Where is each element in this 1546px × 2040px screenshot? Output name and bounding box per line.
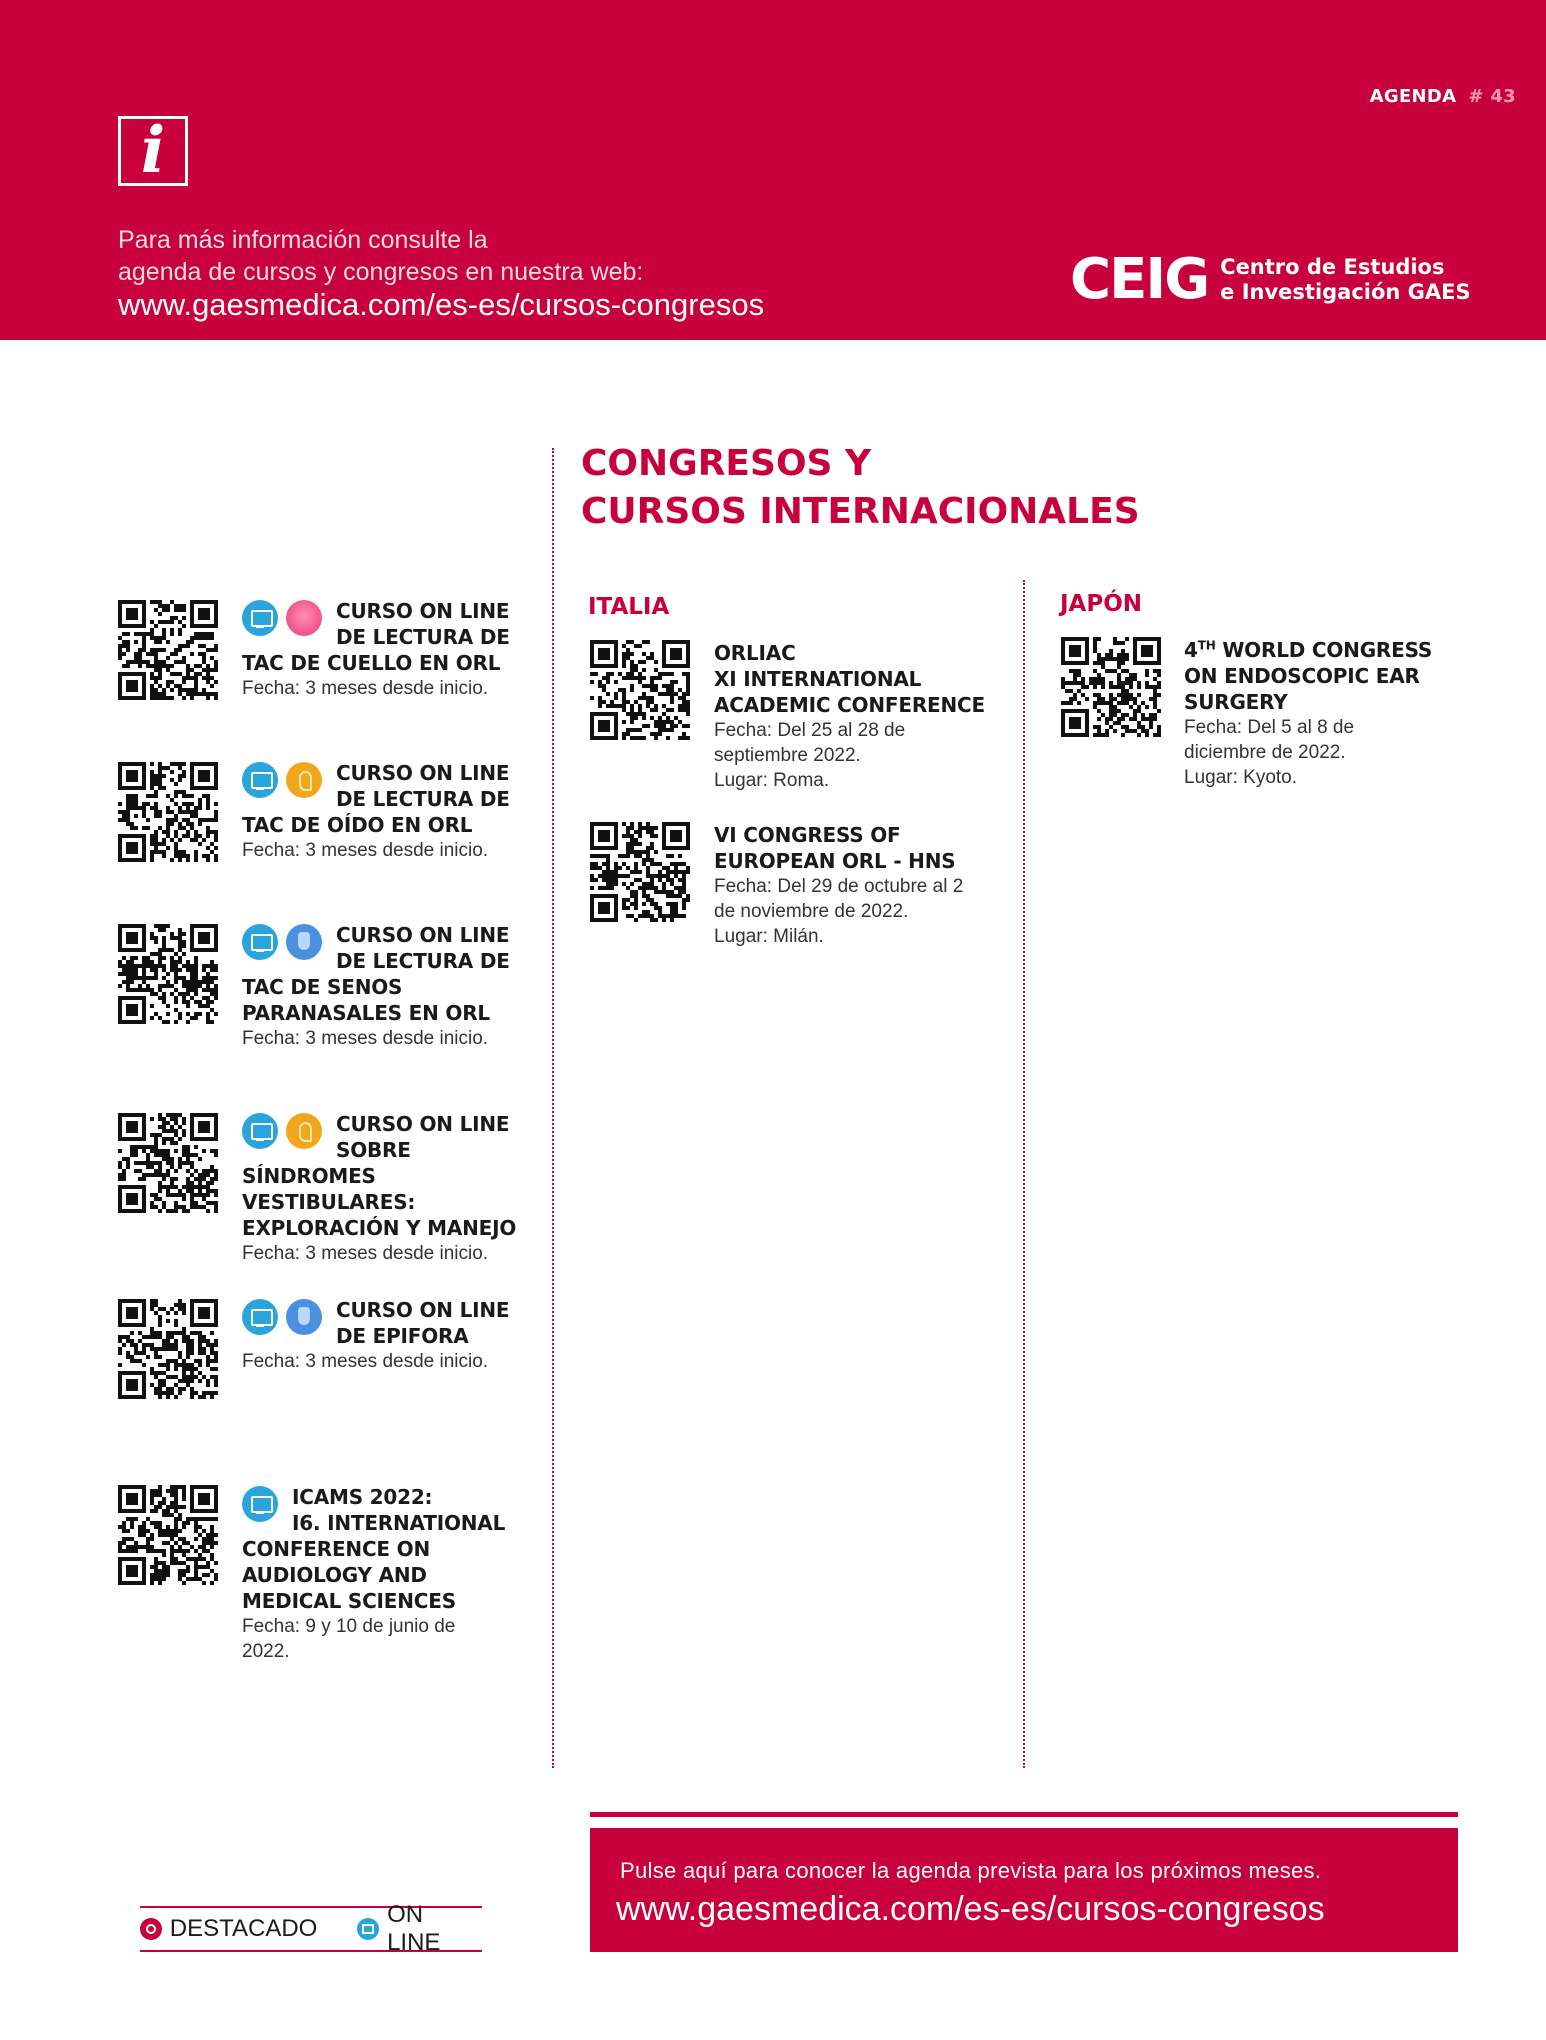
course-item bbox=[242, 1111, 522, 1266]
title-line: PARANASALES EN ORL bbox=[242, 1001, 490, 1025]
title-line: VI CONGRESS OF bbox=[714, 823, 901, 847]
course-title bbox=[242, 1484, 522, 1614]
footer-url-link[interactable]: www.gaesmedica.com/es-es/cursos-congresos bbox=[616, 1890, 1325, 1928]
event-place: Lugar: Roma. bbox=[714, 770, 830, 791]
qr-code[interactable] bbox=[118, 1113, 219, 1214]
header-url-link[interactable]: www.gaesmedica.com/es-es/cursos-congresos bbox=[118, 287, 765, 322]
event-title bbox=[1184, 637, 1484, 715]
title-line: EUROPEAN ORL - HNS bbox=[714, 849, 956, 873]
online-icon bbox=[242, 762, 278, 798]
course-date: Fecha: 3 meses desde inicio. bbox=[242, 678, 489, 699]
event-date: diciembre de 2022. bbox=[1184, 742, 1346, 763]
course-date: Fecha: 3 meses desde inicio. bbox=[242, 1028, 489, 1049]
ear-icon bbox=[286, 762, 322, 798]
qr-code[interactable] bbox=[590, 640, 691, 741]
ceig-logo bbox=[1070, 247, 1471, 312]
title-line bbox=[1184, 637, 1484, 663]
course-item bbox=[242, 922, 522, 1051]
ear-icon bbox=[286, 1113, 322, 1149]
title-line: AUDIOLOGY AND bbox=[242, 1563, 427, 1587]
title-line: SOBRE bbox=[336, 1138, 411, 1162]
title-line: CURSO ON LINE bbox=[336, 761, 510, 785]
column-divider bbox=[552, 448, 554, 1768]
section-title bbox=[581, 440, 1140, 536]
title-line: CURSO ON LINE bbox=[336, 923, 510, 947]
title-line: CONFERENCE ON bbox=[242, 1537, 430, 1561]
country-italia: ITALIA bbox=[588, 594, 670, 620]
course-item bbox=[242, 598, 522, 701]
legend-online: ON LINE bbox=[387, 1901, 441, 1956]
event-date: Fecha: Del 5 al 8 de bbox=[1184, 717, 1355, 738]
title-line: TAC DE OÍDO EN ORL bbox=[242, 813, 473, 837]
title-line: TAC DE CUELLO EN ORL bbox=[242, 651, 501, 675]
header-banner bbox=[0, 0, 1546, 340]
title-line: SURGERY bbox=[1184, 690, 1288, 714]
footer-rule bbox=[590, 1812, 1458, 1817]
event-title bbox=[714, 822, 1014, 874]
course-date: 2022. bbox=[242, 1641, 290, 1662]
event-date: Fecha: Del 29 de octubre al 2 bbox=[714, 876, 964, 897]
title-line: XI INTERNATIONAL bbox=[714, 667, 922, 691]
online-icon bbox=[242, 1486, 278, 1522]
column-divider bbox=[1023, 580, 1025, 1768]
title-line: MEDICAL SCIENCES bbox=[242, 1589, 456, 1613]
qr-code[interactable] bbox=[1061, 637, 1162, 738]
event-title bbox=[714, 640, 1014, 718]
event-place: Lugar: Milán. bbox=[714, 926, 824, 947]
title-line: I6. INTERNATIONAL bbox=[292, 1511, 506, 1535]
title-line: SÍNDROMES VESTIBULARES: bbox=[242, 1164, 416, 1214]
title-line: DE EPIFORA bbox=[336, 1324, 469, 1348]
title-line: DE LECTURA DE bbox=[336, 625, 510, 649]
neck-specialty-icon bbox=[286, 600, 322, 636]
online-icon bbox=[357, 1918, 379, 1940]
title-line: CURSO ON LINE bbox=[336, 1298, 510, 1322]
course-date: Fecha: 3 meses desde inicio. bbox=[242, 1351, 489, 1372]
qr-code[interactable] bbox=[118, 762, 219, 863]
nose-icon bbox=[286, 924, 322, 960]
legend-destacado: DESTACADO bbox=[169, 1915, 318, 1942]
title-line: ICAMS 2022: bbox=[292, 1485, 433, 1509]
title-number: 4 bbox=[1184, 638, 1198, 662]
title-line: ON ENDOSCOPIC EAR bbox=[1184, 664, 1420, 688]
title-superscript: TH bbox=[1197, 638, 1216, 653]
course-date: Fecha: 3 meses desde inicio. bbox=[242, 1243, 489, 1264]
destacado-icon bbox=[140, 1918, 162, 1940]
info-text bbox=[118, 224, 643, 288]
footer-text: Pulse aquí para conocer la agenda prevista para los próximos meses. bbox=[620, 1858, 1322, 1883]
page-number: # 43 bbox=[1468, 86, 1516, 107]
page-label bbox=[1370, 86, 1516, 107]
nose-icon bbox=[286, 1299, 322, 1335]
online-icon bbox=[242, 924, 278, 960]
course-item bbox=[242, 1484, 522, 1664]
title-line: DE LECTURA DE bbox=[336, 949, 510, 973]
country-japon: JAPÓN bbox=[1060, 591, 1143, 617]
online-icon bbox=[242, 600, 278, 636]
online-icon bbox=[242, 1113, 278, 1149]
title-line: CURSO ON LINE bbox=[336, 599, 510, 623]
qr-code[interactable] bbox=[590, 822, 691, 923]
title-line: DE LECTURA DE bbox=[336, 787, 510, 811]
title-rest: WORLD CONGRESS bbox=[1215, 638, 1433, 662]
ceig-name-line: e Investigación GAES bbox=[1220, 280, 1471, 304]
section-name: AGENDA bbox=[1369, 86, 1457, 107]
title-line: TAC DE SENOS bbox=[242, 975, 403, 999]
title-line: ORLIAC bbox=[714, 641, 796, 665]
section-title-line: CONGRESOS Y bbox=[581, 443, 872, 484]
event-european-orl bbox=[714, 822, 1014, 949]
qr-code[interactable] bbox=[118, 924, 219, 1025]
qr-code[interactable] bbox=[118, 1299, 219, 1400]
event-ear-surgery bbox=[1184, 637, 1484, 790]
ceig-logo-name bbox=[1220, 255, 1470, 305]
info-line: agenda de cursos y congresos en nuestra web: bbox=[118, 258, 644, 286]
legend bbox=[140, 1901, 482, 1956]
title-line: ACADEMIC CONFERENCE bbox=[714, 693, 985, 717]
section-title-line: CURSOS INTERNACIONALES bbox=[581, 491, 1140, 532]
course-date: Fecha: 9 y 10 de junio de bbox=[242, 1616, 456, 1637]
info-icon: i bbox=[118, 116, 188, 186]
info-line: Para más información consulte la bbox=[118, 226, 488, 254]
event-date: septiembre 2022. bbox=[714, 745, 861, 766]
event-orliac bbox=[714, 640, 1014, 793]
ceig-name-line: Centro de Estudios bbox=[1220, 255, 1445, 279]
course-item bbox=[242, 760, 522, 863]
title-line: CURSO ON LINE bbox=[336, 1112, 510, 1136]
course-date: Fecha: 3 meses desde inicio. bbox=[242, 840, 489, 861]
ceig-logo-mark: CEIG bbox=[1070, 247, 1209, 312]
event-place: Lugar: Kyoto. bbox=[1184, 767, 1298, 788]
title-line: EXPLORACIÓN Y MANEJO bbox=[242, 1216, 517, 1240]
qr-code[interactable] bbox=[118, 1485, 219, 1586]
online-icon bbox=[242, 1299, 278, 1335]
event-date: Fecha: Del 25 al 28 de bbox=[714, 720, 906, 741]
event-date: de noviembre de 2022. bbox=[714, 901, 909, 922]
footer-agenda-banner[interactable] bbox=[590, 1828, 1458, 1952]
qr-code[interactable] bbox=[118, 600, 219, 701]
course-item bbox=[242, 1297, 522, 1374]
